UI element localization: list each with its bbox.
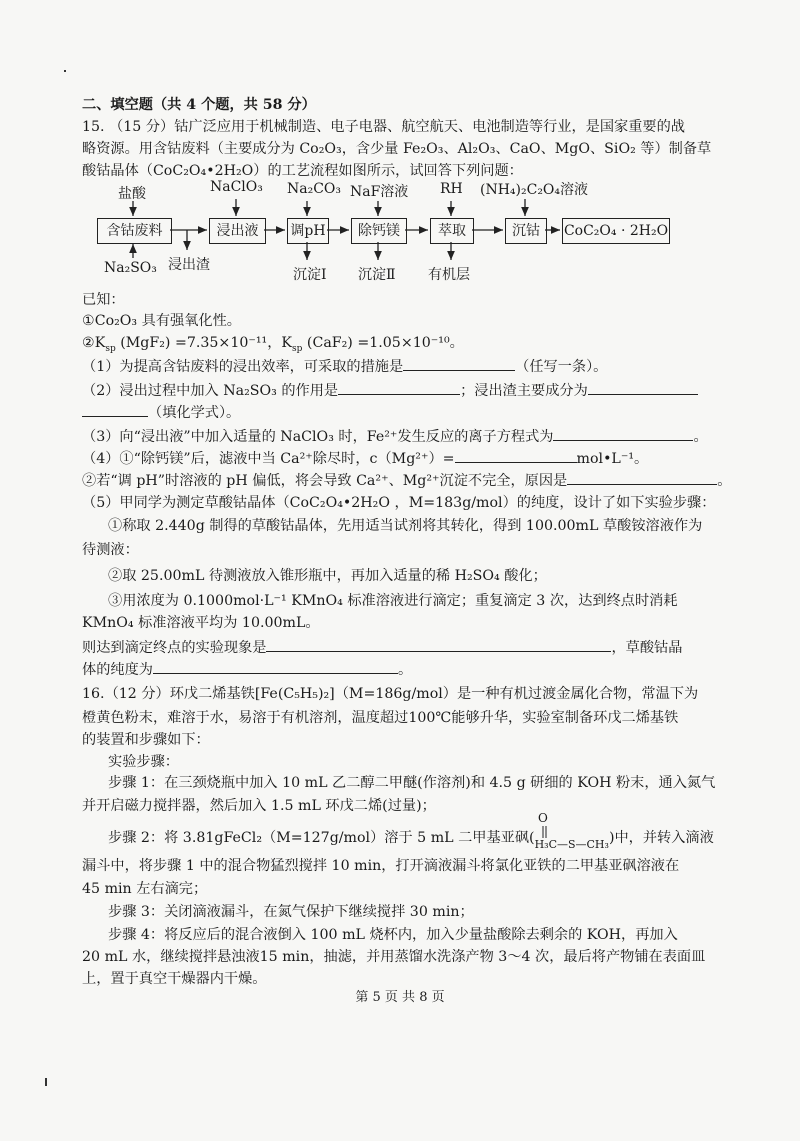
q16-step1: 步骤 1：在三颈烧瓶中加入 10 mL 乙二醇二甲醚(作溶剂)和 4.5 g 研细的 KOH 粉末，通入氮气 bbox=[108, 775, 716, 791]
q15-part1: （1）为提高含钴废料的浸出效率，可采取的措施是 （任写一条）。 bbox=[82, 356, 607, 377]
dmso-structure: H₃C—S—CH₃ bbox=[534, 838, 609, 851]
known-label: 已知： bbox=[82, 292, 125, 308]
q15-intro-line1: 15. （15 分）钴广泛应用于机械制造、电子电器、航空航天、电池制造等行业，是国家重要的战 bbox=[82, 119, 685, 135]
q15-part3: （3）向“浸出液”中加入适量的 NaClO₃ 时，Fe²⁺发生反应的离子方程式为 。 bbox=[82, 426, 708, 447]
reagent-rh: RH bbox=[440, 181, 463, 197]
q15-part5-step1-cont: 待测液： bbox=[82, 542, 139, 558]
q16-steps-label: 实验步骤： bbox=[108, 754, 179, 770]
answer-blank-5b[interactable] bbox=[153, 659, 398, 674]
q16-step2-cont2: 45 min 左右滴完； bbox=[82, 881, 208, 897]
reagent-naf-solution: NaF溶液 bbox=[350, 184, 409, 200]
q15-part5-step2: ②取 25.00mL 待测液放入锥形瓶中，再加入适量的稀 H₂SO₄ 酸化； bbox=[108, 568, 547, 584]
q15-part5-intro: （5）甲同学为测定草酸钴晶体（CoC₂O₄•2H₂O ，M=183g/mol）的纯度，设计了如下实验步骤： bbox=[82, 495, 716, 511]
known-fact-1: ①Co₂O₃ 具有强氧化性。 bbox=[82, 313, 241, 329]
scan-speck bbox=[45, 1078, 47, 1086]
flow-box-adjust-ph: 调pH bbox=[287, 218, 329, 244]
residue-leach: 浸出渣 bbox=[168, 257, 210, 273]
reagent-ammonium-oxalate: (NH₄)₂C₂O₄溶液 bbox=[480, 182, 589, 198]
answer-blank-4a[interactable] bbox=[455, 448, 577, 463]
q15-intro-line3: 酸钴晶体（CoC₂O₄•2H₂O）的工艺流程如图所示，试回答下列问题： bbox=[82, 163, 523, 179]
q15-part5-step3-cont: KMnO₄ 标准溶液平均为 10.00mL。 bbox=[82, 615, 320, 631]
q16-step4: 步骤 4：将反应后的混合液倒入 100 mL 烧杯内，加入少量盐酸除去剩余的 KOH，再加入 bbox=[108, 927, 678, 943]
q15-part5-phenomenon: 则达到滴定终点的实验现象是 ，草酸钴晶 bbox=[82, 637, 682, 658]
answer-blank-4b[interactable] bbox=[567, 470, 717, 485]
flow-box-precipitate-cobalt: 沉钴 bbox=[505, 218, 547, 244]
reagent-na2co3: Na₂CO₃ bbox=[287, 181, 342, 197]
answer-blank-2a[interactable] bbox=[338, 380, 460, 395]
reagent-na2so3: Na₂SO₃ bbox=[104, 260, 157, 276]
dmso-oxygen: O bbox=[538, 811, 548, 825]
q16-step1-cont: 并开启磁力搅拌器，然后加入 1.5 mL 环戊二烯(过量)； bbox=[82, 798, 436, 814]
answer-blank-2c[interactable] bbox=[82, 402, 148, 417]
page-footer: 第 5 页 共 8 页 bbox=[355, 990, 445, 1005]
q16-intro-line3: 的装置和步骤如下： bbox=[82, 732, 210, 748]
q15-part5-step3: ③用浓度为 0.1000mol·L⁻¹ KMnO₄ 标准溶液进行滴定；重复滴定 3 次，达到终点时消耗 bbox=[108, 593, 678, 609]
flow-box-remove-ca-mg: 除钙镁 bbox=[351, 218, 407, 244]
answer-blank-1[interactable] bbox=[403, 356, 515, 371]
q16-step3: 步骤 3：关闭滴液漏斗，在氮气保护下继续搅拌 30 min； bbox=[108, 904, 474, 920]
q15-intro-line2: 略资源。用含钴废料（主要成分为 Co₂O₃，含少量 Fe₂O₃、Al₂O₃、CaO、MgO、SiO₂ 等）制备草 bbox=[82, 141, 712, 157]
q16-step2: 步骤 2：将 3.81gFeCl₂（M=127g/mol）溶于 5 mL 二甲基亚砜$(_{H_3C—S—CH_3})$中，并转入滴液 bbox=[108, 830, 714, 851]
reagent-naclo3: NaClO₃ bbox=[210, 179, 263, 195]
flow-arrows bbox=[0, 0, 800, 300]
scan-speck bbox=[64, 70, 66, 72]
answer-blank-2b[interactable] bbox=[588, 380, 698, 395]
q15-part2-cont: （填化学式）。 bbox=[82, 402, 240, 423]
answer-blank-5a[interactable] bbox=[266, 637, 611, 652]
q15-part5-step1: ①称取 2.440g 制得的草酸钴晶体，先用适当试剂将其转化，得到 100.00mL 草酸铵溶液作为 bbox=[108, 518, 703, 534]
q16-step4-cont2: 上，置于真空干燥器内干燥。 bbox=[82, 971, 267, 987]
organic-layer: 有机层 bbox=[428, 267, 470, 283]
flow-box-leachate: 浸出液 bbox=[209, 218, 266, 244]
section-header: 二、填空题（共 4 个题，共 58 分） bbox=[82, 97, 316, 113]
q15-part4-1: （4）①“除钙镁”后，滤液中当 Ca²⁺除尽时，c（Mg²⁺）= mol•L⁻¹。 bbox=[82, 448, 648, 469]
precipitate-2: 沉淀Ⅱ bbox=[358, 267, 396, 283]
known-fact-2: $②K_{sp}$ (MgF₂) =7.35×10⁻¹¹，$K_{sp}$ (CaF₂) =1.05×10⁻¹⁰。 bbox=[82, 335, 464, 354]
answer-blank-3[interactable] bbox=[553, 426, 693, 441]
flow-box-extraction: 萃取 bbox=[430, 218, 474, 244]
ferrocene-formula: [Fe(C₅H₅)₂] bbox=[254, 686, 335, 702]
q15-part2: （2）浸出过程中加入 Na₂SO₃ 的作用是 ；浸出渣主要成分为 bbox=[82, 380, 698, 401]
precipitate-1: 沉淀Ⅰ bbox=[293, 267, 327, 283]
reagent-hydrochloric-acid: 盐酸 bbox=[118, 186, 146, 202]
q15-part4-2: ②若“调 pH”时溶液的 pH 偏低，将会导致 Ca²⁺、Mg²⁺沉淀不完全，原因是 。 bbox=[82, 470, 731, 491]
flow-box-product: CoC₂O₄ · 2H₂O bbox=[562, 218, 670, 244]
flow-box-cobalt-waste: 含钴废料 bbox=[97, 218, 172, 244]
q16-intro-line1: 16.（12 分）环戊二烯基铁[Fe(C₅H₅)₂]（M=186g/mol）是一种有机过渡金属化合物，常温下为 bbox=[82, 686, 699, 702]
q16-step2-cont1: 漏斗中，将步骤 1 中的混合物猛烈搅拌 10 min，打开滴液漏斗将氯化亚铁的二甲基亚砜溶液在 bbox=[82, 858, 680, 874]
q16-step4-cont1: 20 mL 水，继续搅拌悬浊液15 min，抽滤，并用蒸馏水洗涤产物 3～4 次，最后将产物铺在表面皿 bbox=[82, 949, 706, 965]
q16-intro-line2: 橙黄色粉末，难溶于水，易溶于有机溶剂，温度超过100℃能够升华，实验室制备环戊二烯基铁 bbox=[82, 710, 679, 726]
q15-part5-purity: 体的纯度为 。 bbox=[82, 659, 412, 680]
